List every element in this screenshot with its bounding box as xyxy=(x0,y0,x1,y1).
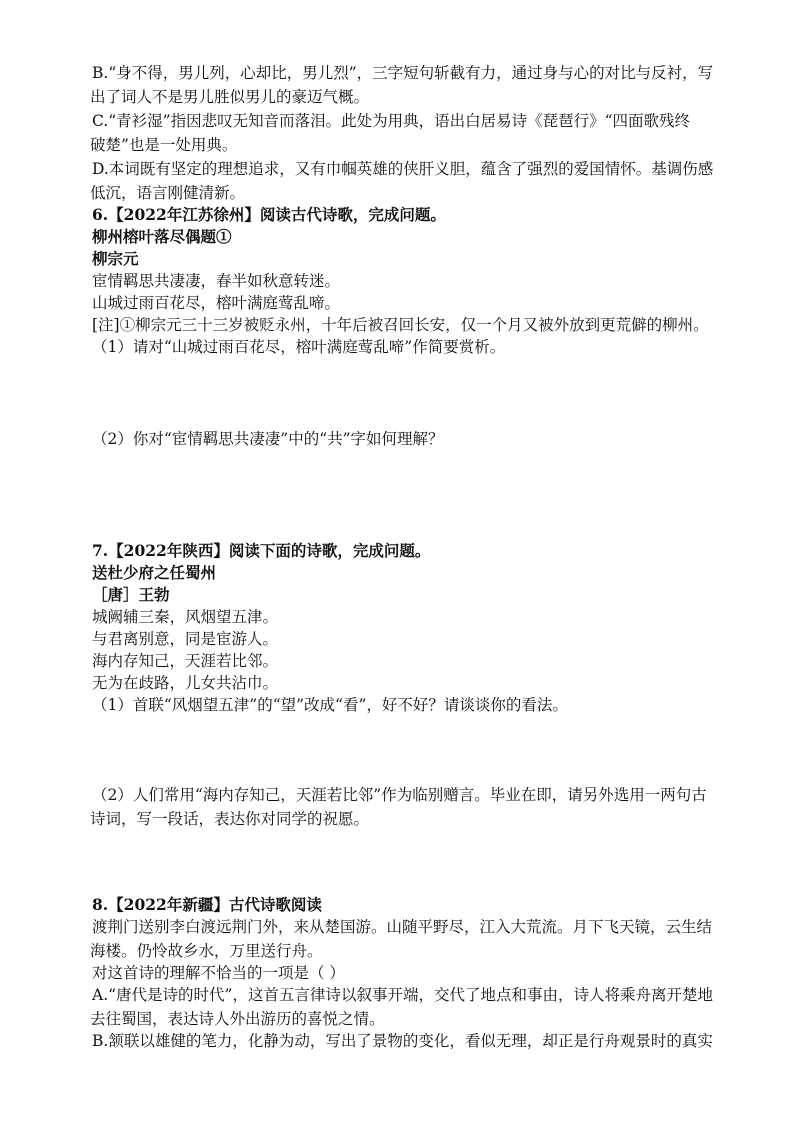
question-6-1: （1）请对“山城过雨百花尽，榕叶满庭莺乱啼”作简要赏析。 xyxy=(92,338,506,356)
poem-7-line-4: 无为在歧路，儿女共沾巾。 xyxy=(92,674,279,692)
option-d-line-2: 低沉，语言刚健清新。 xyxy=(90,184,246,202)
poem-7-line-1: 城阙辅三秦，风烟望五津。 xyxy=(92,608,279,626)
poem-8-line-1: 渡荆门送别李白渡远荆门外，来从楚国游。山随平野尽，江入大荒流。月下飞天镜，云生结 xyxy=(92,918,713,936)
poem-6-line-2: 山城过雨百花尽，榕叶满庭莺乱啼。 xyxy=(92,294,341,312)
question-7-2-line-1: （2）人们常用“海内存知己，天涯若比邻”作为临别赠言。毕业在即，请另外选用一两句古 xyxy=(92,786,707,804)
question-6-heading: 6.【2022年江苏徐州】阅读古代诗歌，完成问题。 xyxy=(92,205,446,224)
poem-7-title: 送杜少府之任蜀州 xyxy=(92,563,217,582)
question-6-2: （2）你对“宦情羁思共凄凄”中的“共”字如何理解？ xyxy=(92,430,444,448)
question-7-heading: 7.【2022年陕西】阅读下面的诗歌，完成问题。 xyxy=(92,541,431,560)
question-8-stem: 对这首诗的理解不恰当的一项是（ ） xyxy=(92,964,345,982)
question-7-2-line-2: 诗词，写一段话，表达你对同学的祝愿。 xyxy=(90,810,370,828)
poem-7-line-3: 海内存知己，天涯若比邻。 xyxy=(92,652,279,670)
option-b-line-1: B.“身不得，男儿列，心却比，男儿烈”，三字短句斩截有力，通过身与心的对比与反衬，写 xyxy=(92,64,714,82)
option-8a-line-1: A.“唐代是诗的时代”，这首五言律诗以叙事开端，交代了地点和事由，诗人将乘舟离开楚地 xyxy=(92,986,713,1004)
option-8b-line-1: B.颔联以雄健的笔力，化静为动，写出了景物的变化，看似无理，却正是行舟观景时的真实 xyxy=(92,1032,713,1050)
poem-7-author: ［唐］王勃 xyxy=(92,585,170,604)
poem-6-note: [注]①柳宗元三十三岁被贬永州，十年后被召回长安，仅一个月又被外放到更荒僻的柳州。 xyxy=(92,316,709,334)
option-8a-line-2: 去往蜀国，表达诗人外出游历的喜悦之情。 xyxy=(90,1010,385,1028)
option-c-line-1: C.“青衫湿”指因悲叹无知音而落泪。此处为用典，语出白居易诗《琵琶行》“四面歌残终 xyxy=(92,112,691,130)
question-7-1: （1）首联“风烟望五津”的“望”改成“看”，好不好？请谈谈你的看法。 xyxy=(92,696,568,714)
poem-6-author: 柳宗元 xyxy=(92,249,139,268)
option-c-line-2: 破楚”也是一处用典。 xyxy=(90,136,238,154)
option-d-line-1: D.本词既有坚定的理想追求，又有巾帼英雄的侠肝义胆，蕴含了强烈的爱国情怀。基调伤感 xyxy=(92,160,714,178)
poem-6-title: 柳州榕叶落尽偶题① xyxy=(92,227,232,246)
poem-6-line-1: 宦情羁思共凄凄，春半如秋意转迷。 xyxy=(92,272,341,290)
poem-8-line-2: 海楼。仍怜故乡水，万里送行舟。 xyxy=(90,942,323,960)
option-b-line-2: 出了词人不是男儿胜似男儿的豪迈气概。 xyxy=(90,88,370,106)
poem-7-line-2: 与君离别意，同是宦游人。 xyxy=(92,630,279,648)
question-8-heading: 8.【2022年新疆】古代诗歌阅读 xyxy=(92,895,322,914)
